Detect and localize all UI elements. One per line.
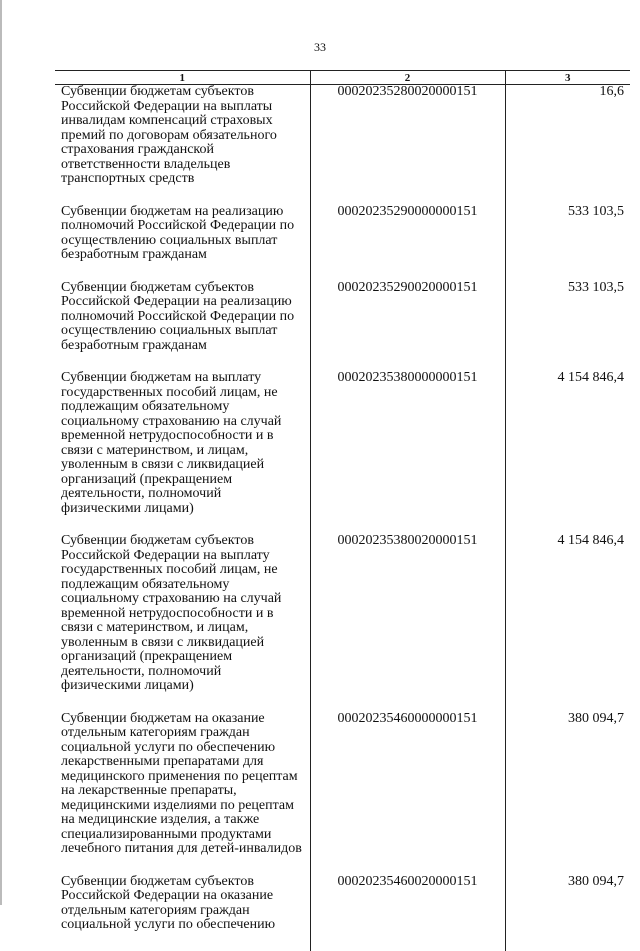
table-row: [55, 712, 630, 875]
row-amount: 380 094,7: [505, 875, 630, 951]
header-row: [55, 71, 630, 85]
table-row: [55, 371, 630, 534]
header-col-1: 1: [55, 71, 310, 85]
row-amount: 380 094,7: [505, 712, 630, 875]
row-code: 00020235460020000151: [310, 875, 505, 951]
row-description: Субвенции бюджетам на оказание отдельным категориям граждан социальной услуги по обеспечению лекарственными препаратами для медицинского применения по рецептам на лекарственные препараты, медицинскими изделиями по рецептам на медицинские изделия, а также специализированными продуктами лечебного питания для детей-инвалидов: [61, 710, 302, 856]
row-amount: 4 154 846,4: [505, 534, 630, 712]
row-amount: 533 103,5: [505, 281, 630, 372]
header-col-2: 2: [310, 71, 505, 85]
row-description: Субвенции бюджетам на выплату государственных пособий лицам, не подлежащим обязательному социальному страхованию на случай временной нетрудоспособности и в связи с материнством, и лицам, уволенным в связи с ликвидацией организаций (прекращением деятельности, полномочий физическими лицами): [61, 370, 282, 516]
table-row: [55, 534, 630, 712]
row-description: Субвенции бюджетам на реализацию полномочий Российской Федерации по осуществлению социальных выплат безработным гражданам: [61, 203, 295, 262]
table-row: [55, 281, 630, 372]
row-code: 00020235290000000151: [310, 205, 505, 281]
scan-edge: [0, 0, 2, 905]
row-description: Субвенции бюджетам субъектов Российской Федерации на выплаты инвалидам компенсаций страховых премий по договорам обязательного страхования гражданской ответственности владельцев транспортных средств: [61, 84, 277, 186]
table-row: [55, 85, 630, 205]
row-amount: 16,6: [505, 85, 630, 205]
table-row: [55, 205, 630, 281]
header-col-3: 3: [505, 71, 630, 85]
row-code: 00020235280020000151: [310, 85, 505, 205]
row-amount: 533 103,5: [505, 205, 630, 281]
row-description: Субвенции бюджетам субъектов Российской Федерации на оказание отдельным категориям граждан социальной услуги по обеспечению: [61, 873, 276, 932]
row-description: Субвенции бюджетам субъектов Российской Федерации на выплату государственных пособий лицам, не подлежащим обязательному социальному страхованию на случай временной нетрудоспособности и в связи с материнством, и лицам, уволенным в связи с ликвидацией организаций (прекращением деятельности, полномочий физическими лицами): [61, 533, 282, 693]
row-description: Субвенции бюджетам субъектов Российской Федерации на реализацию полномочий Российской Федерации по осуществлению социальных выплат безработным гражданам: [61, 279, 295, 353]
row-amount: 4 154 846,4: [505, 371, 630, 534]
table-row: [55, 875, 630, 951]
row-code: 00020235380020000151: [310, 534, 505, 712]
page-number: 33: [314, 40, 326, 54]
row-code: 00020235460000000151: [310, 712, 505, 875]
row-code: 00020235290020000151: [310, 281, 505, 372]
row-code: 00020235380000000151: [310, 371, 505, 534]
budget-table: [55, 70, 630, 951]
